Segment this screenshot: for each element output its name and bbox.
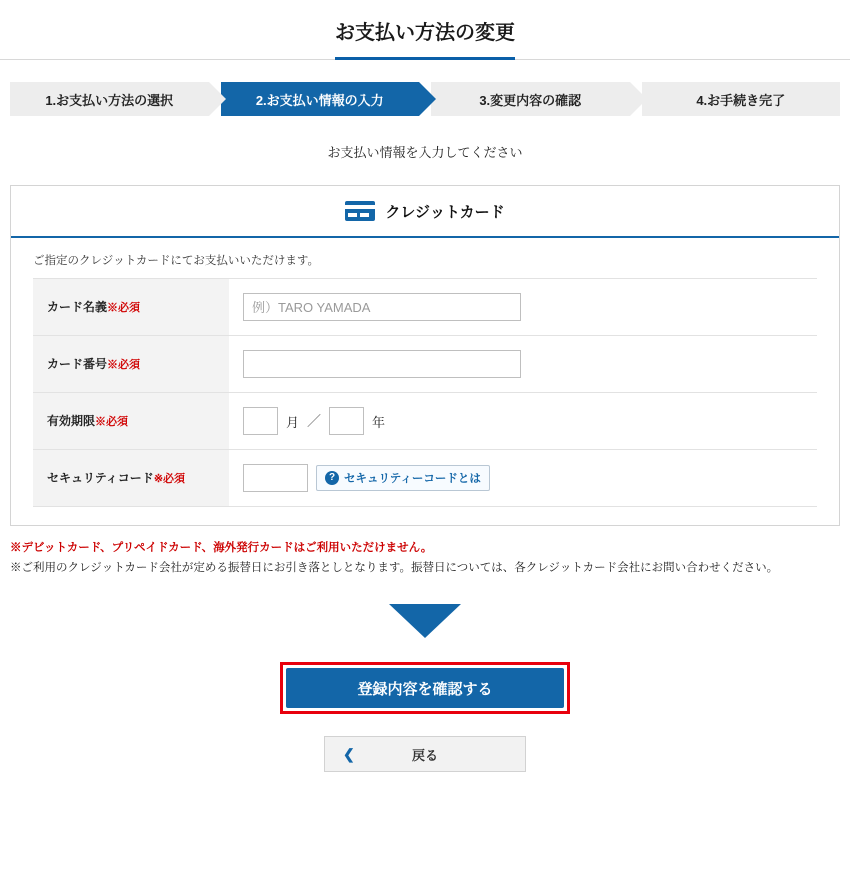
step-label: 1.お支払い方法の選択 — [45, 92, 174, 108]
required-mark: ※必須 — [107, 358, 141, 371]
table-row-card-name — [33, 279, 817, 336]
back-button-label: 戻る — [411, 747, 438, 763]
security-code-input[interactable] — [243, 464, 308, 492]
step-label: 4.お手続き完了 — [696, 92, 786, 108]
card-number-input[interactable] — [243, 350, 521, 378]
step-4-complete[interactable] — [642, 82, 841, 116]
step-1-select-payment-method[interactable] — [10, 82, 209, 116]
chevron-left-icon: ❮ — [343, 745, 355, 762]
footnote-billing-date: ※ご利用のクレジットカード会社が定める振替日にお引き落としとなります。振替日については、各クレジットカード会社にお問い合わせください。 — [10, 562, 779, 575]
submit-container — [0, 662, 850, 714]
table-row-security-code — [33, 450, 817, 507]
question-mark-icon: ? — [325, 471, 339, 485]
back-button[interactable] — [324, 736, 526, 772]
field-expiry — [229, 393, 817, 450]
expiry-month-input[interactable] — [243, 407, 278, 435]
label-text: カード番号 — [47, 356, 108, 371]
required-mark: ※必須 — [153, 472, 186, 485]
lead-text: お支払い情報を入力してください — [327, 145, 523, 160]
table-row-expiry — [33, 393, 817, 450]
expiry-group — [243, 407, 803, 435]
label-card-number — [33, 336, 229, 393]
page-header — [0, 0, 850, 60]
step-3-confirm-changes[interactable] — [431, 82, 630, 116]
expiry-year-input[interactable] — [329, 407, 364, 435]
table-row-card-number — [33, 336, 817, 393]
label-text: カード名義 — [47, 299, 108, 314]
expiry-separator: ／ — [307, 413, 322, 429]
credit-card-icon — [345, 201, 375, 221]
label-expiry — [33, 393, 229, 450]
security-code-help-button[interactable] — [316, 465, 490, 491]
step-label: 2.お支払い情報の入力 — [255, 92, 384, 108]
back-container — [0, 736, 850, 772]
field-card-name — [229, 279, 817, 336]
card-name-input[interactable] — [243, 293, 521, 321]
field-card-number — [229, 336, 817, 393]
help-label: セキュリティーコードとは — [344, 473, 481, 485]
step-label: 3.変更内容の確認 — [479, 92, 582, 108]
label-card-name — [33, 279, 229, 336]
footnotes — [10, 538, 840, 578]
confirm-registration-button[interactable]: 登録内容を確認する — [286, 668, 564, 708]
expiry-year-unit: 年 — [372, 414, 386, 430]
required-mark: ※必須 — [95, 415, 129, 428]
progress-steps — [10, 82, 840, 116]
submit-highlight-box — [280, 662, 570, 714]
arrow-down-icon — [389, 604, 461, 638]
step-2-enter-payment-info[interactable] — [221, 82, 420, 116]
arrow-container — [0, 604, 850, 638]
expiry-month-unit: 月 — [286, 414, 300, 430]
label-security-code — [33, 450, 229, 507]
credit-card-form — [33, 278, 817, 507]
panel-title: クレジットカード — [385, 203, 505, 221]
label-text: セキュリティコード — [47, 470, 154, 485]
panel-header — [11, 186, 839, 238]
required-mark: ※必須 — [107, 301, 141, 314]
panel-note: ご指定のクレジットカードにてお支払いいただけます。 — [33, 255, 319, 267]
security-code-group — [243, 464, 803, 492]
label-text: 有効期限 — [47, 413, 96, 428]
page-title: お支払い方法の変更 — [335, 16, 515, 60]
footnote-unsupported-cards: ※デビットカード、プリペイドカード、海外発行カードはご利用いただけません。 — [10, 542, 433, 554]
field-security-code — [229, 450, 817, 507]
credit-card-panel — [10, 185, 840, 526]
